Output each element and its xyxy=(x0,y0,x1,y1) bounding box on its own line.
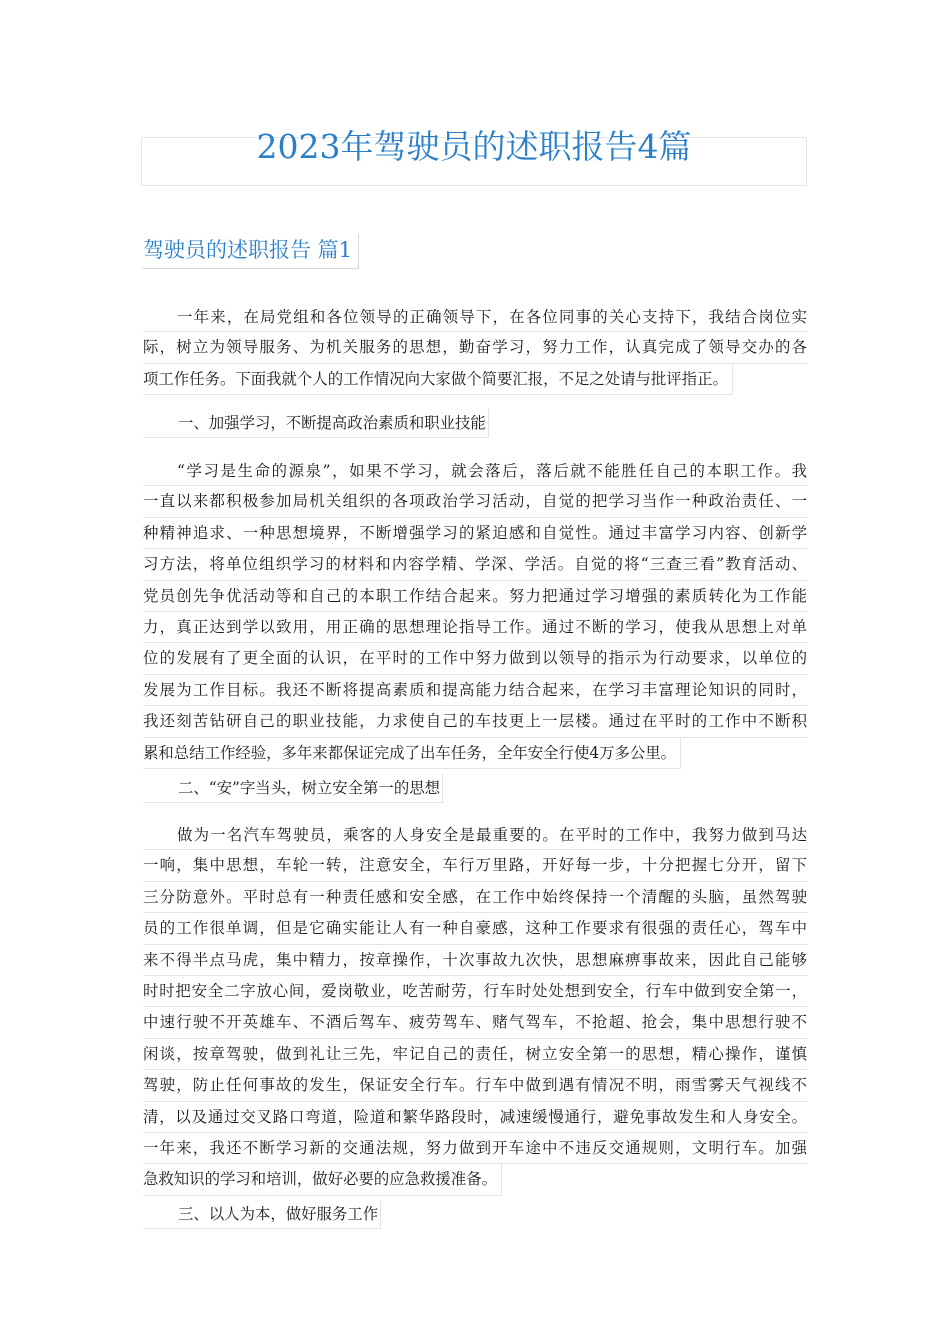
text-line: 党员创先争优活动等和自己的本职工作结合起来。努力把通过学习增强的素质转化为工作能 xyxy=(143,581,807,612)
document-title: 2023年驾驶员的述职报告4篇 xyxy=(256,127,692,166)
text-line: 际，树立为领导服务、为机关服务的思想，勤奋学习，努力工作，认真完成了领导交办的各 xyxy=(143,332,807,363)
document-title-box xyxy=(141,127,807,186)
text-line: 一年来，在局党组和各位领导的正确领导下，在各位同事的关心支持下，我结合岗位实 xyxy=(143,302,807,332)
text-line: 清，以及通过交叉路口弯道，险道和繁华路段时，减速缓慢通行，避免事故发生和人身安全。 xyxy=(143,1102,807,1133)
text-line: 位的发展有了更全面的认识，在平时的工作中努力做到以领导的指示为行动要求，以单位的 xyxy=(143,643,807,674)
text-line: 一响，集中思想，车轮一转，注意安全，车行万里路，开好每一步，十分把握七分开，留下 xyxy=(143,850,807,881)
text-line: 一直以来都积极参加局机关组织的各项政治学习活动，自觉的把学习当作一种政治责任、一 xyxy=(143,486,807,517)
section-heading: 驾驶员的述职报告 篇1 xyxy=(143,234,359,269)
intro-paragraph xyxy=(143,302,807,406)
text-line: 时时把安全二字放心间，爱岗敬业，吃苦耐劳，行车时处处想到安全，行车中做到安全第一， xyxy=(143,976,807,1007)
text-line: 三分防意外。平时总有一种责任感和安全感，在工作中始终保持一个清醒的头脑，虽然驾驶 xyxy=(143,882,807,913)
text-line: 一年来，我还不断学习新的交通法规，努力做到开车途中不违反交通规则，文明行车。加强 xyxy=(143,1133,807,1164)
text-line: 我还刻苦钻研自己的职业技能，力求使自己的车技更上一层楼。通过在平时的工作中不断积 xyxy=(143,706,807,737)
subheading-1: 一、加强学习，不断提高政治素质和职业技能 xyxy=(143,409,489,438)
subheading-3: 三、以人为本，做好服务工作 xyxy=(143,1200,381,1229)
text-line: 闲谈，按章驾驶，做到礼让三先，牢记自己的责任，树立安全第一的思想，精心操作，谨慎 xyxy=(143,1039,807,1070)
text-line: 来不得半点马虎，集中精力，按章操作，十次事故九次快，思想麻痹事故来，因此自己能够 xyxy=(143,945,807,976)
paragraph-1 xyxy=(143,456,807,779)
text-line: “学习是生命的源泉”，如果不学习，就会落后，落后就不能胜任自己的本职工作。我 xyxy=(143,456,807,486)
text-line: 驾驶，防止任何事故的发生，保证安全行车。行车中做到遇有情况不明，雨雪雾天气视线不 xyxy=(143,1070,807,1101)
text-line: 发展为工作目标。我还不断将提高素质和提高能力结合起来，在学习丰富理论知识的同时， xyxy=(143,675,807,706)
subheading-2: 二、“安”字当头，树立安全第一的思想 xyxy=(143,774,443,803)
text-line: 员的工作很单调，但是它确实能让人有一种自豪感，这种工作要求有很强的责任心，驾车中 xyxy=(143,913,807,944)
text-line: 习方法，将单位组织学习的材料和内容学精、学深、学活。自觉的将“三查三看”教育活动、 xyxy=(143,549,807,580)
text-line: 做为一名汽车驾驶员，乘客的人身安全是最重要的。在平时的工作中，我努力做到马达 xyxy=(143,820,807,850)
text-line: 中速行驶不开英雄车、不酒后驾车、疲劳驾车、赌气驾车，不抢超、抢会，集中思想行驶不 xyxy=(143,1007,807,1038)
paragraph-2 xyxy=(143,820,807,1206)
text-line: 急救知识的学习和培训，做好必要的应急救援准备。 xyxy=(143,1164,502,1195)
text-line: 项工作任务。下面我就个人的工作情况向大家做个简要汇报，不足之处请与批评指正。 xyxy=(143,364,733,395)
text-line: 力，真正达到学以致用，用正确的思想理论指导工作。通过不断的学习，使我从思想上对单 xyxy=(143,612,807,643)
text-line: 累和总结工作经验，多年来都保证完成了出车任务，全年安全行使4万多公里。 xyxy=(143,738,681,769)
text-line: 种精神追求、一种思想境界，不断增强学习的紧迫感和自觉性。通过丰富学习内容、创新学 xyxy=(143,518,807,549)
